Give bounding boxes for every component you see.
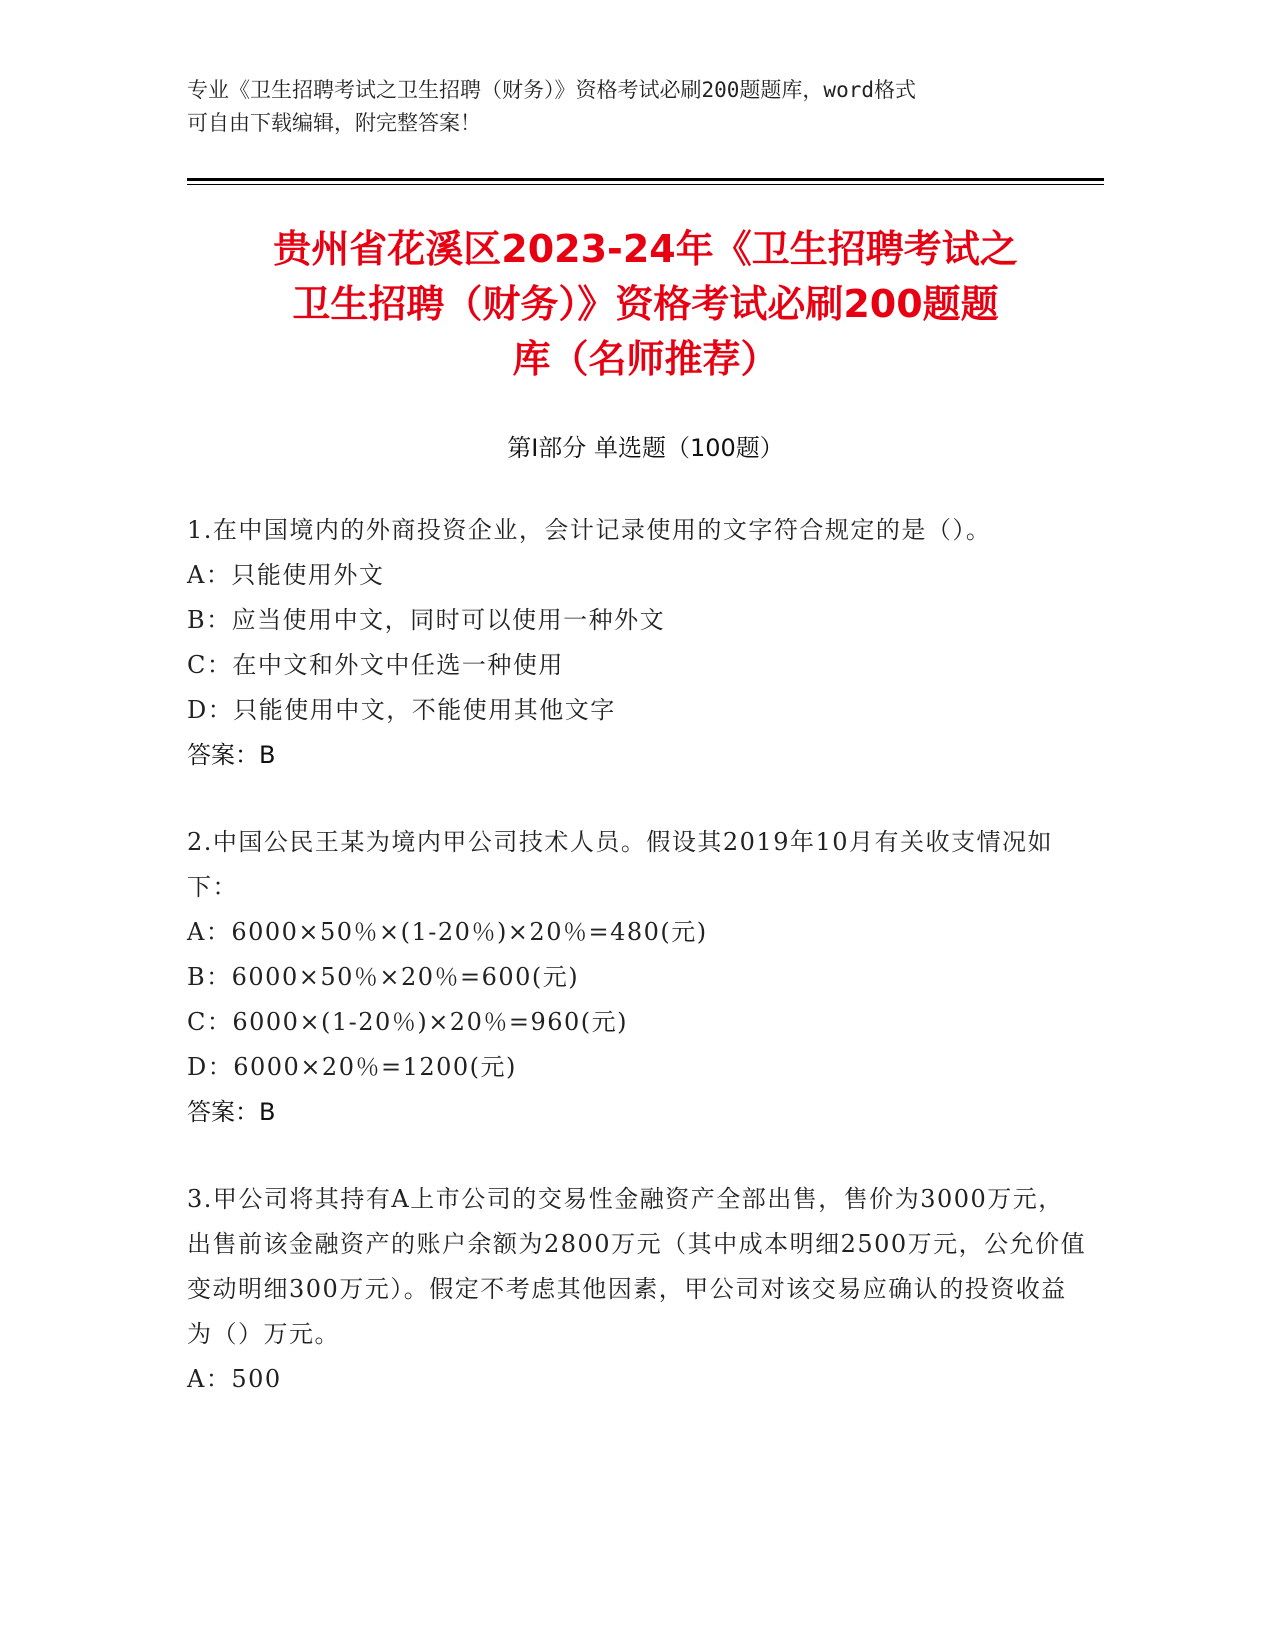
- option-c: C：6000×(1-20％)×20％=960(元): [187, 1008, 628, 1036]
- option-a: A：500: [187, 1365, 282, 1393]
- title-line-1: 贵州省花溪区2023-24年《卫生招聘考试之: [273, 227, 1018, 271]
- option-d: D：只能使用中文，不能使用其他文字: [187, 696, 616, 724]
- title-line-2: 卫生招聘（财务）》资格考试必刷200题题: [292, 282, 999, 326]
- option-d: D：6000×20％=1200(元): [187, 1053, 517, 1081]
- option-c: C：在中文和外文中任选一种使用: [187, 651, 564, 679]
- section-heading: 第Ⅰ部分 单选题（100题）: [507, 434, 784, 462]
- question-stem: 2.中国公民王某为境内甲公司技术人员。假设其2019年10月有关收支情况如下：: [187, 828, 1054, 901]
- document-title: [187, 222, 1104, 387]
- answer-line: 答案：B: [187, 741, 276, 769]
- question-stem: 1.在中国境内的外商投资企业，会计记录使用的文字符合规定的是（）。: [187, 516, 992, 544]
- question-item: [187, 820, 1087, 1135]
- header-divider-thin: [187, 184, 1104, 185]
- question-stem: 3.甲公司将其持有A上市公司的交易性金融资产全部出售，售价为3000万元，出售前该金融资产的账户余额为2800万元（其中成本明细2500万元，公允价值变动明细300万元）。假定不考虑其他因素，甲公司对该交易应确认的投资收益为（）万元。: [187, 1185, 1087, 1348]
- question-list: [187, 508, 1087, 1444]
- option-b: B：6000×50％×20％=600(元): [187, 963, 580, 991]
- question-item: [187, 1177, 1087, 1402]
- document-header-note: [187, 74, 1087, 140]
- header-line-1: 专业《卫生招聘考试之卫生招聘（财务）》资格考试必刷200题题库，word格式: [187, 78, 916, 102]
- question-item: [187, 508, 1087, 778]
- header-line-2: 可自由下载编辑，附完整答案！: [187, 111, 481, 135]
- title-line-3: 库（名师推荐）: [512, 337, 779, 381]
- option-b: B：应当使用中文，同时可以使用一种外文: [187, 606, 666, 634]
- option-a: A：6000×50％×(1-20％)×20％=480(元): [187, 918, 708, 946]
- header-divider-thick: [187, 178, 1104, 181]
- answer-line: 答案：B: [187, 1098, 276, 1126]
- option-a: A：只能使用外文: [187, 561, 385, 589]
